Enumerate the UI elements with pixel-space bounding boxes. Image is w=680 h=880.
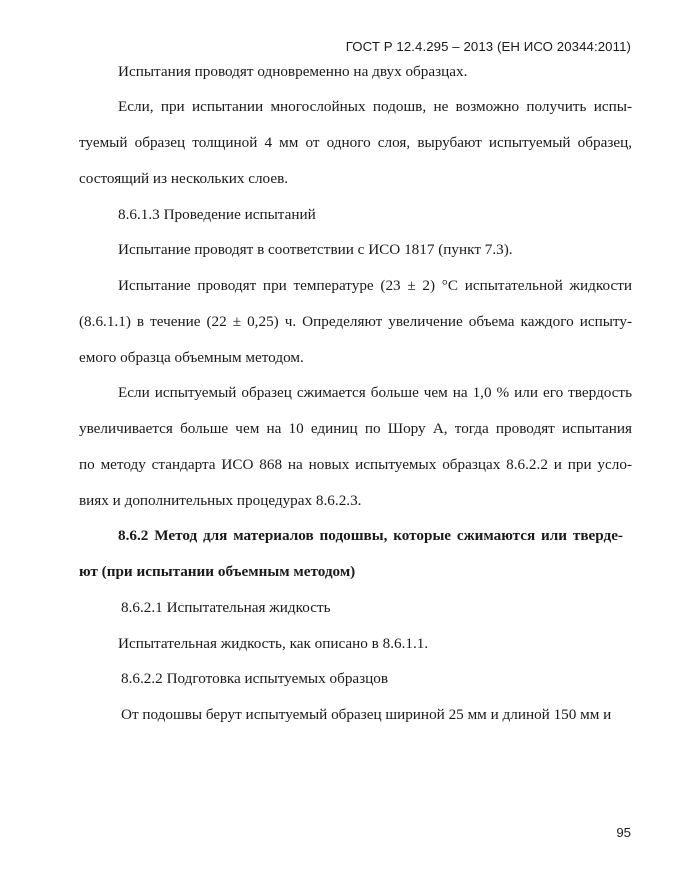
section-heading-bold: ют (при испытании объемным методом) [79, 563, 356, 580]
subsection-heading: 8.6.2.2 Подготовка испытуемых образцов [121, 670, 389, 687]
section-heading-bold: 8.6.2 Метод для материалов подошвы, которые сжимаются или тверде- [118, 527, 623, 544]
text-line: туемый образец толщиной 4 мм от одного слоя, вырубают испытуемый образец, [79, 134, 632, 151]
text-line: Если, при испытании многослойных подошв, не возможно получить испы- [118, 98, 632, 115]
text-line: (8.6.1.1) в течение (22 ± 0,25) ч. Определяют увеличение объема каждого испыту- [79, 313, 632, 330]
text-line: Испытание проводят в соответствии с ИСО 1817 (пункт 7.3). [118, 241, 513, 258]
text-line: состоящий из нескольких слоев. [79, 170, 289, 187]
text-line: по методу стандарта ИСО 868 на новых испытуемых образцах 8.6.2.2 и при усло- [79, 456, 632, 473]
subsection-heading: 8.6.2.1 Испытательная жидкость [121, 599, 331, 616]
text-line: От подошвы берут испытуемый образец шириной 25 мм и длиной 150 мм и [121, 706, 612, 723]
text-line: Если испытуемый образец сжимается больше чем на 1,0 % или его твердость [118, 384, 632, 401]
text-line: Испытание проводят при температуре (23 ± 2) °С испытательной жидкости [118, 277, 632, 294]
page-number: 95 [616, 825, 631, 840]
text-line: виях и дополнительных процедурах 8.6.2.3. [79, 492, 362, 509]
text-line: емого образца объемным методом. [79, 349, 304, 366]
section-heading: 8.6.1.3 Проведение испытаний [118, 206, 316, 223]
text-line: увеличивается больше чем на 10 единиц по Шору А, тогда проводят испытания [79, 420, 632, 437]
text-line: Испытания проводят одновременно на двух образцах. [118, 63, 468, 80]
document-header: ГОСТ Р 12.4.295 – 2013 (ЕН ИСО 20344:2011) [345, 39, 631, 54]
text-line: Испытательная жидкость, как описано в 8.6.1.1. [118, 635, 429, 652]
